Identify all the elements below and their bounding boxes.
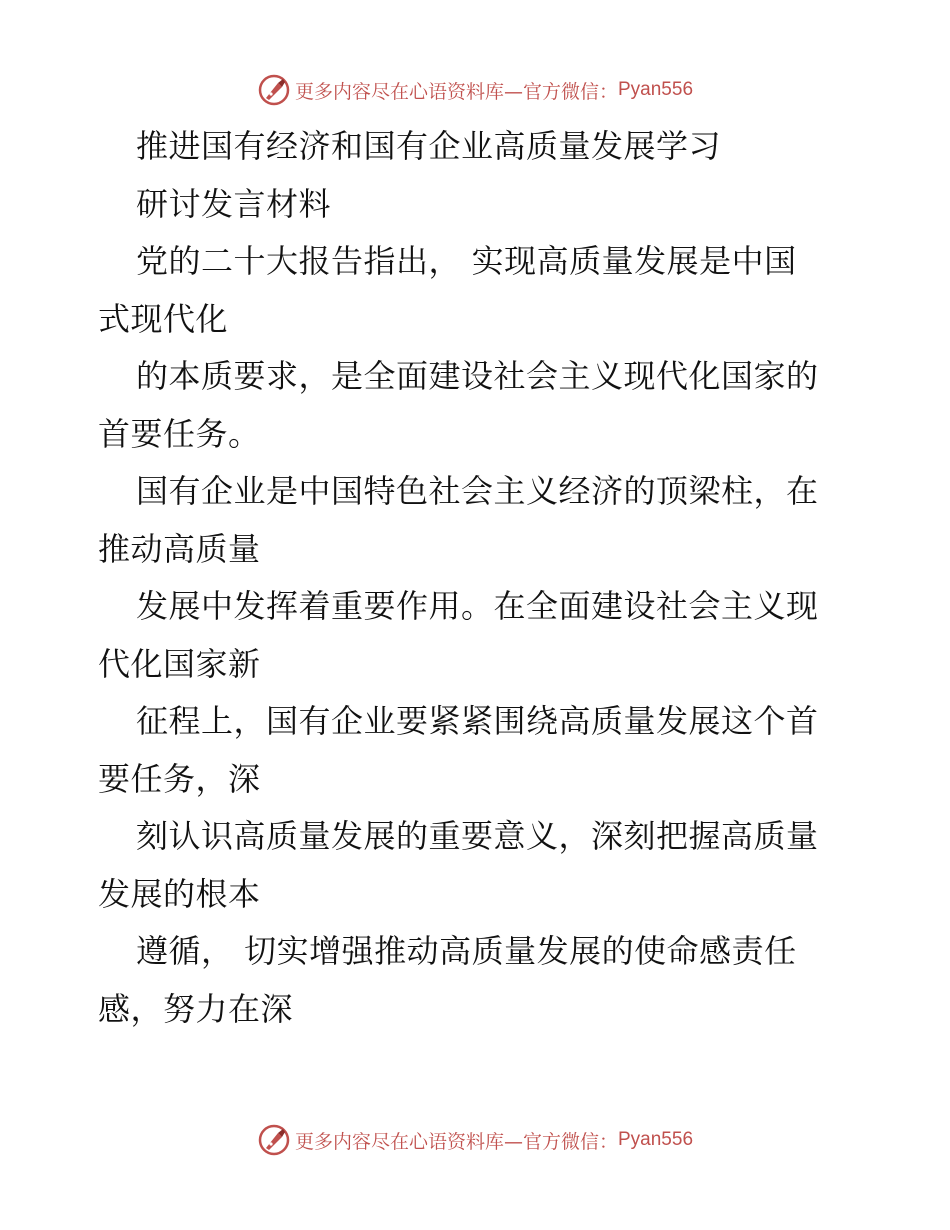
text-line: 发展的根本: [98, 874, 261, 913]
text-line: 推进国有经济和国有企业高质量发展学习: [136, 127, 722, 165]
text-line: 党的二十大报告指出， 实现高质量发展是中国: [136, 242, 797, 280]
text-line: 刻认识高质量发展的重要意义，深刻把握高质量: [136, 817, 819, 855]
text-line: 感，努力在深: [98, 989, 294, 1028]
text-line: 遵循， 切实增强推动高质量发展的使命感责任: [136, 932, 797, 970]
pen-nib-logo-icon: [257, 73, 291, 107]
text-line: 要任务，深: [98, 759, 261, 798]
text-line: 的本质要求，是全面建设社会主义现代化国家的: [136, 357, 819, 395]
footer-banner-wechat-id: Pyan556: [618, 1129, 694, 1150]
header-banner: [0, 70, 950, 110]
text-line: 国有企业是中国特色社会主义经济的顶梁柱，在: [136, 472, 819, 510]
text-line: 征程上，国有企业要紧紧围绕高质量发展这个首: [136, 702, 819, 740]
text-line: 首要任务。: [98, 414, 261, 453]
text-line: 研讨发言材料: [136, 184, 332, 223]
text-line: 推动高质量: [98, 529, 261, 568]
footer-banner: [0, 1120, 950, 1160]
header-banner-text: 更多内容尽在心语资料库—官方微信：: [294, 80, 618, 103]
text-line: 式现代化: [98, 299, 229, 338]
footer-banner-text: 更多内容尽在心语资料库—官方微信：: [294, 1130, 618, 1153]
pen-nib-logo-icon: [257, 1123, 291, 1157]
text-line: 代化国家新: [98, 644, 261, 683]
header-banner-wechat-id: Pyan556: [618, 79, 694, 100]
document-body: [98, 118, 858, 1038]
text-line: 发展中发挥着重要作用。在全面建设社会主义现: [136, 587, 819, 625]
